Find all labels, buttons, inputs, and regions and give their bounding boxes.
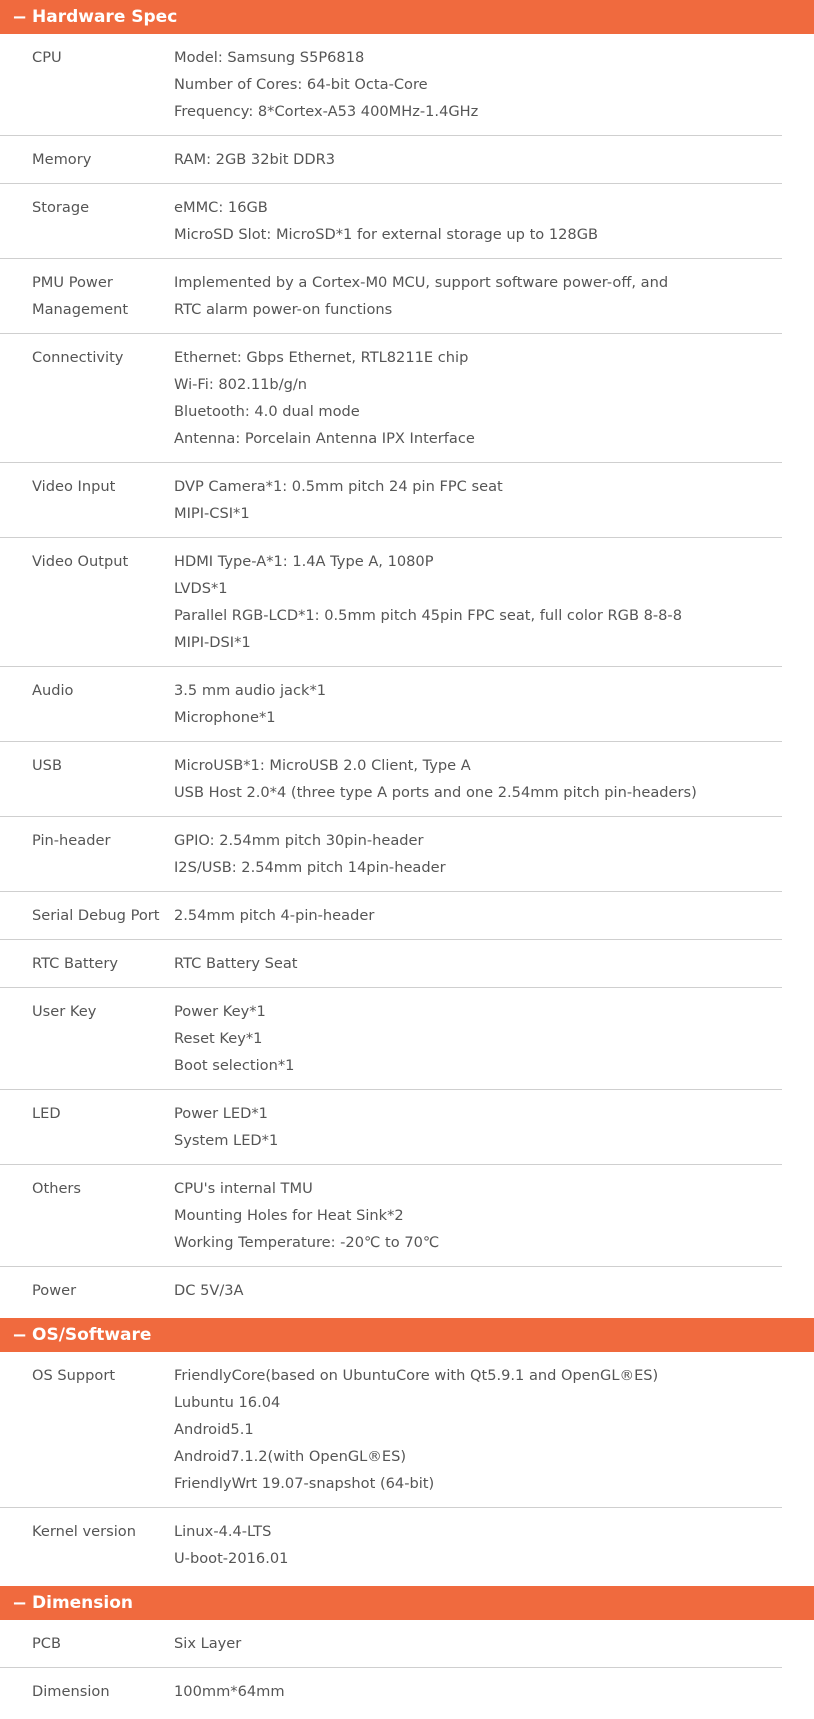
spec-value: 2.54mm pitch 4-pin-header xyxy=(174,907,375,924)
spec-label: Pin-header xyxy=(32,832,111,849)
spec-value: FriendlyWrt 19.07-snapshot (64-bit) xyxy=(174,1475,435,1492)
spec-row xyxy=(0,1090,782,1165)
spec-label: Power xyxy=(32,1282,77,1299)
spec-row xyxy=(0,1352,782,1508)
spec-label: PMU Power xyxy=(32,274,113,291)
spec-label-cell xyxy=(0,463,174,538)
spec-label-cell xyxy=(0,742,174,817)
spec-value: USB Host 2.0*4 (three type A ports and one 2.54mm pitch pin-headers) xyxy=(174,784,697,801)
spec-value: RTC alarm power-on functions xyxy=(174,301,393,318)
spec-value-cell xyxy=(174,34,782,136)
spec-value: Lubuntu 16.04 xyxy=(174,1394,281,1411)
spec-label: OS Support xyxy=(32,1367,116,1384)
spec-value: FriendlyCore(based on UbuntuCore with Qt5.9.1 and OpenGL®ES) xyxy=(174,1367,659,1384)
spec-label: LED xyxy=(32,1105,61,1122)
spec-row xyxy=(0,538,782,667)
spec-value-cell xyxy=(174,988,782,1090)
spec-value: DVP Camera*1: 0.5mm pitch 24 pin FPC seat xyxy=(174,478,503,495)
spec-row xyxy=(0,667,782,742)
spec-label: User Key xyxy=(32,1003,97,1020)
spec-value: 3.5 mm audio jack*1 xyxy=(174,682,327,699)
spec-label-cell xyxy=(0,667,174,742)
spec-row xyxy=(0,136,782,184)
spec-value-cell xyxy=(174,1267,782,1315)
spec-label: Serial Debug Port xyxy=(32,907,160,924)
spec-label-cell xyxy=(0,334,174,463)
spec-value: LVDS*1 xyxy=(174,580,228,597)
collapse-minus-icon[interactable]: − xyxy=(12,1324,28,1346)
spec-row xyxy=(0,1165,782,1267)
spec-label: Management xyxy=(32,301,129,318)
collapse-minus-icon[interactable]: − xyxy=(12,6,28,28)
spec-label: Others xyxy=(32,1180,82,1197)
spec-label-cell xyxy=(0,892,174,940)
spec-label: PCB xyxy=(32,1635,62,1652)
spec-row xyxy=(0,1267,782,1315)
spec-value: Frequency: 8*Cortex-A53 400MHz-1.4GHz xyxy=(174,103,479,120)
spec-label: Kernel version xyxy=(32,1523,136,1540)
spec-label: Connectivity xyxy=(32,349,124,366)
spec-label-cell xyxy=(0,940,174,988)
spec-row xyxy=(0,817,782,892)
spec-value: Number of Cores: 64-bit Octa-Core xyxy=(174,76,428,93)
spec-value: Android7.1.2(with OpenGL®ES) xyxy=(174,1448,407,1465)
spec-label-cell xyxy=(0,1267,174,1315)
spec-value-cell xyxy=(174,1090,782,1165)
spec-value: Power Key*1 xyxy=(174,1003,266,1020)
spec-value-cell xyxy=(174,1165,782,1267)
spec-value-cell xyxy=(174,1620,782,1668)
spec-row xyxy=(0,34,782,136)
spec-label: Audio xyxy=(32,682,74,699)
spec-label: RTC Battery xyxy=(32,955,118,972)
spec-value: DC 5V/3A xyxy=(174,1282,244,1299)
spec-value: CPU's internal TMU xyxy=(174,1180,313,1197)
collapse-minus-icon[interactable]: − xyxy=(12,1592,28,1614)
spec-value: Mounting Holes for Heat Sink*2 xyxy=(174,1207,404,1224)
spec-row xyxy=(0,463,782,538)
spec-row xyxy=(0,1508,782,1583)
section-header-hardware[interactable] xyxy=(0,0,814,34)
spec-label: Memory xyxy=(32,151,92,168)
spec-label: USB xyxy=(32,757,62,774)
spec-value: MIPI-CSI*1 xyxy=(174,505,250,522)
spec-value: MicroSD Slot: MicroSD*1 for external storage up to 128GB xyxy=(174,226,599,243)
spec-label-cell xyxy=(0,988,174,1090)
spec-value: System LED*1 xyxy=(174,1132,279,1149)
spec-label-cell xyxy=(0,1668,174,1716)
spec-table-os xyxy=(0,1352,782,1582)
spec-label-cell xyxy=(0,1508,174,1583)
spec-row xyxy=(0,988,782,1090)
spec-value-cell xyxy=(174,667,782,742)
section-title: OS/Software xyxy=(32,1325,152,1345)
spec-value-cell xyxy=(174,940,782,988)
spec-value: MIPI-DSI*1 xyxy=(174,634,251,651)
spec-value: HDMI Type-A*1: 1.4A Type A, 1080P xyxy=(174,553,434,570)
section-title: Hardware Spec xyxy=(32,7,178,27)
spec-label: Dimension xyxy=(32,1683,110,1700)
spec-value: Working Temperature: -20℃ to 70℃ xyxy=(174,1234,440,1251)
spec-row xyxy=(0,892,782,940)
spec-label-cell xyxy=(0,1090,174,1165)
section-spacer xyxy=(0,1715,814,1719)
spec-label-cell xyxy=(0,34,174,136)
spec-value: RAM: 2GB 32bit DDR3 xyxy=(174,151,336,168)
spec-label-cell xyxy=(0,817,174,892)
spec-value: MicroUSB*1: MicroUSB 2.0 Client, Type A xyxy=(174,757,471,774)
spec-value-cell xyxy=(174,1508,782,1583)
section-header-dimension[interactable] xyxy=(0,1586,814,1620)
section-title: Dimension xyxy=(32,1593,134,1613)
spec-label-cell xyxy=(0,136,174,184)
spec-value: Linux-4.4-LTS xyxy=(174,1523,272,1540)
spec-value: Wi-Fi: 802.11b/g/n xyxy=(174,376,308,393)
spec-value-cell xyxy=(174,334,782,463)
spec-value: Model: Samsung S5P6818 xyxy=(174,49,365,66)
spec-label: Video Input xyxy=(32,478,116,495)
spec-row xyxy=(0,1668,782,1716)
spec-value: RTC Battery Seat xyxy=(174,955,298,972)
spec-label: Video Output xyxy=(32,553,129,570)
spec-row xyxy=(0,940,782,988)
spec-value-cell xyxy=(174,1352,782,1508)
spec-row xyxy=(0,742,782,817)
spec-table-dimension xyxy=(0,1620,782,1715)
spec-value: Boot selection*1 xyxy=(174,1057,295,1074)
spec-value: Microphone*1 xyxy=(174,709,276,726)
spec-label-cell xyxy=(0,1165,174,1267)
spec-value: eMMC: 16GB xyxy=(174,199,268,216)
spec-value: Bluetooth: 4.0 dual mode xyxy=(174,403,360,420)
spec-value: I2S/USB: 2.54mm pitch 14pin-header xyxy=(174,859,446,876)
spec-value-cell xyxy=(174,259,782,334)
spec-value-cell xyxy=(174,538,782,667)
spec-value: Android5.1 xyxy=(174,1421,254,1438)
spec-value: Six Layer xyxy=(174,1635,242,1652)
spec-label-cell xyxy=(0,1352,174,1508)
spec-row xyxy=(0,1620,782,1668)
spec-label-cell xyxy=(0,259,174,334)
spec-value: Antenna: Porcelain Antenna IPX Interface xyxy=(174,430,475,447)
spec-value-cell xyxy=(174,463,782,538)
spec-value: GPIO: 2.54mm pitch 30pin-header xyxy=(174,832,424,849)
spec-label-cell xyxy=(0,184,174,259)
spec-value: Reset Key*1 xyxy=(174,1030,263,1047)
spec-label: CPU xyxy=(32,49,62,66)
spec-table-hardware xyxy=(0,34,782,1314)
spec-label-cell xyxy=(0,538,174,667)
spec-value: Parallel RGB-LCD*1: 0.5mm pitch 45pin FPC seat, full color RGB 8-8-8 xyxy=(174,607,682,624)
spec-value: 100mm*64mm xyxy=(174,1683,285,1700)
section-header-os[interactable] xyxy=(0,1318,814,1352)
spec-value: Ethernet: Gbps Ethernet, RTL8211E chip xyxy=(174,349,469,366)
spec-value-cell xyxy=(174,1668,782,1716)
spec-value-cell xyxy=(174,742,782,817)
spec-row xyxy=(0,259,782,334)
spec-value: Power LED*1 xyxy=(174,1105,268,1122)
spec-value: U-boot-2016.01 xyxy=(174,1550,289,1567)
spec-label-cell xyxy=(0,1620,174,1668)
spec-value-cell xyxy=(174,817,782,892)
spec-row xyxy=(0,184,782,259)
spec-row xyxy=(0,334,782,463)
spec-label: Storage xyxy=(32,199,90,216)
spec-value: Implemented by a Cortex-M0 MCU, support software power-off, and xyxy=(174,274,669,291)
spec-value-cell xyxy=(174,184,782,259)
spec-value-cell xyxy=(174,136,782,184)
spec-value-cell xyxy=(174,892,782,940)
